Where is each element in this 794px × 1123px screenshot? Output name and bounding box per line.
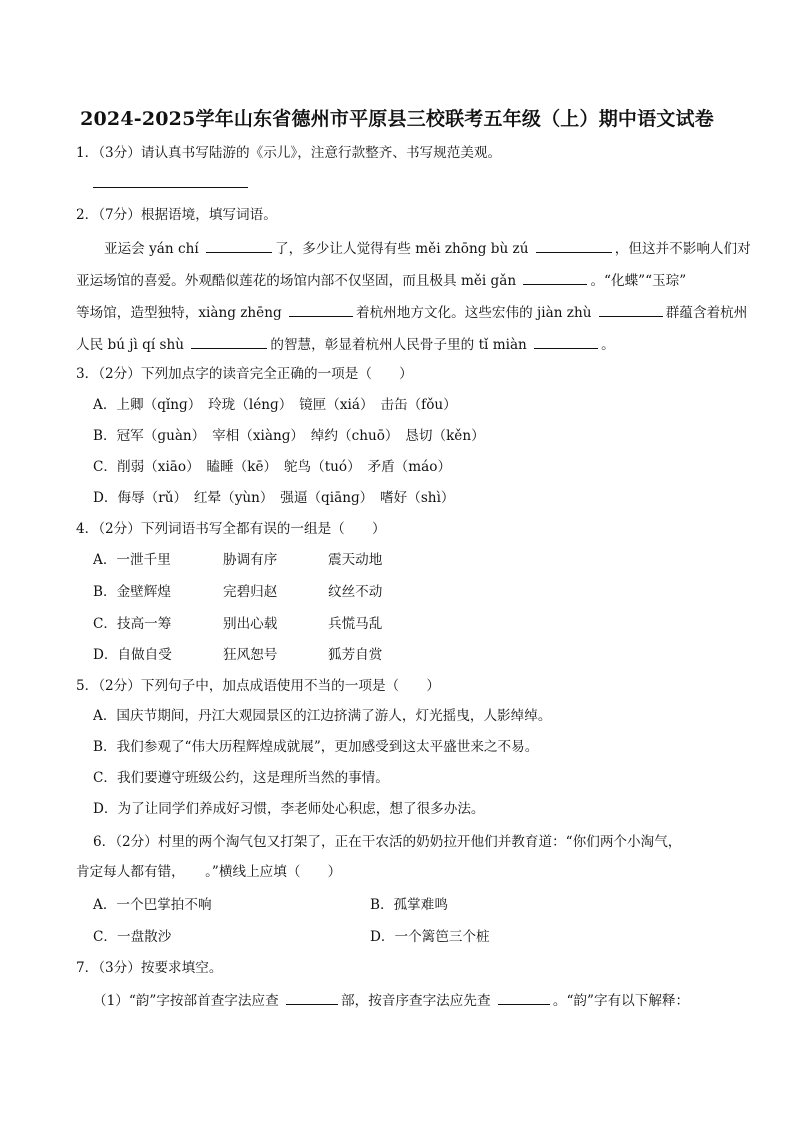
q4-option-c[interactable]: C．技高一筹 [93, 616, 172, 632]
q4-word: 狂风恕号 [223, 647, 278, 663]
question-2-line-1 [104, 238, 751, 259]
q2-text: 人民 bú jì qí shù [76, 337, 185, 353]
q5-option-b[interactable]: B．我们参观了“伟大历程辉煌成就展”，更加感受到这太平盛世来之不易。 [93, 739, 539, 755]
question-3-head: 3．（2分）下列加点字的读音完全正确的一项是（ ） [76, 366, 413, 382]
answer-line-q1[interactable] [93, 187, 248, 188]
q4-option-a[interactable]: A．一泄千里 [93, 552, 171, 568]
q2-text: 亚运场馆的喜爱。外观酷似莲花的场馆内部不仅坚固，而且极具 měi gǎn [76, 273, 517, 289]
q6-option-d[interactable]: D．一个篱笆三个桩 [370, 929, 490, 945]
q6-option-b[interactable]: B．孤掌难鸣 [370, 897, 448, 913]
blank-ti-mian[interactable] [534, 334, 598, 349]
question-6-line-2: 肯定每人都有错， 。”横线上应填（ ） [76, 864, 342, 880]
question-2-head: 2．（7分）根据语境，填写词语。 [76, 207, 277, 223]
q5-option-a[interactable]: A．国庆节期间，丹江大观园景区的江边挤满了游人，灯光摇曳，人影绰绰。 [93, 708, 552, 724]
blank-xiang-zheng[interactable] [289, 302, 353, 317]
question-7-head: 7．（3分）按要求填空。 [76, 960, 223, 976]
blank-mei-zhong-bu-zu[interactable] [536, 238, 612, 253]
blank-bu-ji-qi-shu[interactable] [191, 334, 267, 349]
q2-text: 。 [601, 337, 615, 353]
q6-option-c[interactable]: C．一盘散沙 [93, 929, 172, 945]
q3-option-c[interactable]: C．削弱（xiāo） 瞌睡（kē） 鸵鸟（tuó） 矛盾（máo） [93, 459, 452, 475]
q2-text: 了，多少让人觉得有些 měi zhōng bù zú [275, 241, 529, 257]
blank-mei-gan[interactable] [523, 270, 587, 285]
q4-word: 完碧归赵 [223, 584, 278, 600]
blank-yan-chi[interactable] [206, 238, 272, 253]
q2-text: 亚运会 yán chí [104, 241, 199, 257]
q2-text: 等场馆，造型独特，xiàng zhēng [76, 305, 282, 321]
q5-option-d[interactable]: D．为了让同学们养成好习惯，李老师处心积虑，想了很多办法。 [93, 801, 485, 817]
q2-text: 群蕴含着杭州 [665, 305, 748, 321]
blank-radical[interactable] [286, 990, 338, 1005]
blank-jian-zhu[interactable] [599, 302, 663, 317]
q2-text: 的智慧，彰显着杭州人民骨子里的 tǐ miàn [270, 337, 527, 353]
q5-option-c[interactable]: C．我们要遵守班级公约，这是理所当然的事情。 [93, 770, 389, 786]
question-5-head: 5．（2分）下列句子中，加点成语使用不当的一项是（ ） [76, 678, 440, 694]
question-2-line-4 [76, 334, 615, 355]
question-7-line-1 [93, 990, 689, 1011]
q4-word: 兵慌马乱 [328, 616, 383, 632]
q3-option-d[interactable]: D．侮辱（rǔ） 红晕（yùn） 强逼（qiānɡ） 嗜好（shì） [93, 490, 455, 506]
q4-word: 震天动地 [328, 552, 383, 568]
q4-word: 别出心载 [223, 616, 278, 632]
question-2-line-2 [76, 270, 686, 291]
question-4-head: 4．（2分）下列词语书写全都有误的一组是（ ） [76, 521, 386, 537]
q4-word: 狐芳自赏 [328, 647, 383, 663]
q7-text: 。“韵”字有以下解释： [552, 993, 690, 1009]
q3-option-a[interactable]: A．上卿（qǐnɡ） 玲珑（lénɡ） 镜匣（xiá） 击缶（fǒu） [93, 397, 457, 413]
q2-text: 着杭州地方文化。这些宏伟的 jiàn zhù [356, 305, 592, 321]
q2-text: ，但这并不影响人们对 [614, 241, 751, 257]
q4-word: 纹丝不动 [328, 584, 383, 600]
q4-option-d[interactable]: D．自做自受 [93, 647, 172, 663]
question-6-line-1: 6．（2分）村里的两个淘气包又打架了，正在干农活的奶奶拉开他们并教育道：“你们两个小淘气， [93, 834, 682, 850]
question-1: 1．（3分）请认真书写陆游的《示儿》，注意行款整齐、书写规范美观。 [76, 145, 502, 161]
q7-text: （1）“韵”字按部首查字法应查 [93, 993, 279, 1009]
q4-word: 胁调有序 [223, 552, 278, 568]
question-2-line-3 [76, 302, 747, 323]
q4-option-b[interactable]: B．金壁辉煌 [93, 584, 171, 600]
q6-option-a[interactable]: A．一个巴掌拍不响 [93, 897, 212, 913]
page-title: 2024-2025学年山东省德州市平原县三校联考五年级（上）期中语文试卷 [80, 108, 714, 130]
q2-text: 。“化蝶”“玉琮” [590, 273, 687, 289]
blank-initial-letter[interactable] [498, 990, 550, 1005]
q3-option-b[interactable]: B．冠军（ɡuàn） 宰相（xiànɡ） 绰约（chuō） 恳切（kěn） [93, 428, 485, 444]
q7-text: 部，按音序查字法应先查 [341, 993, 491, 1009]
